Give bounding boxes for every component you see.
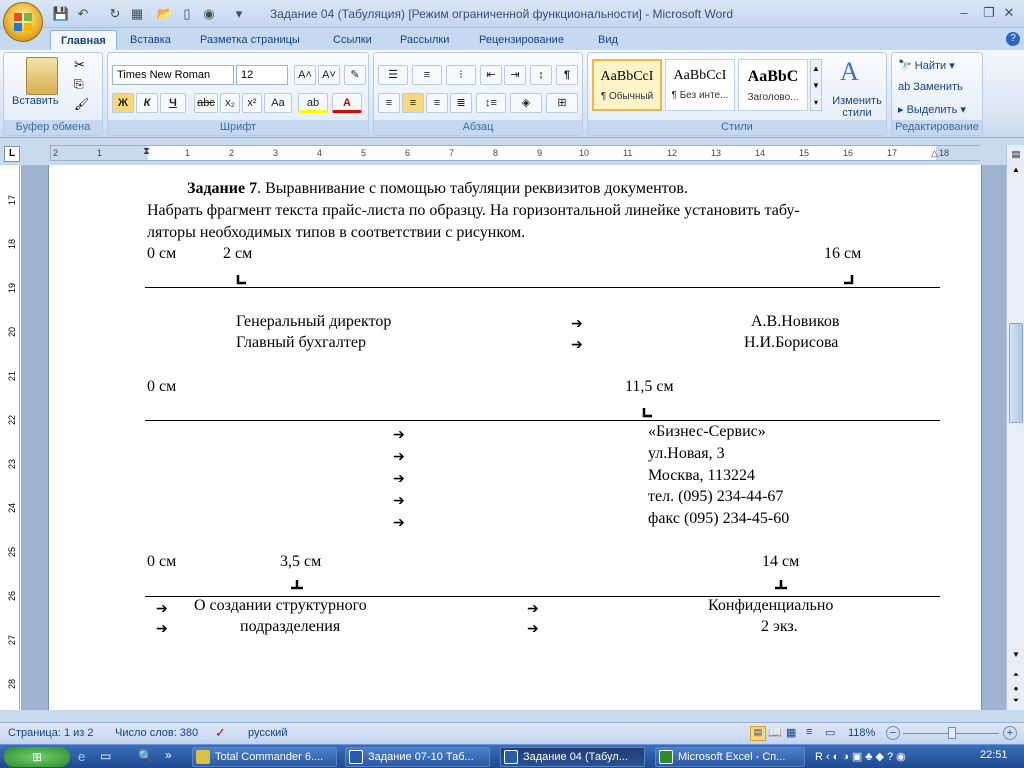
redo-icon[interactable]: ↻ <box>109 6 121 21</box>
vertical-scrollbar[interactable] <box>1006 145 1024 710</box>
browse-object-icon[interactable]: ● <box>1013 684 1019 693</box>
highlight-icon[interactable]: ab <box>298 93 328 113</box>
ex2-line-1: «Бизнес-Сервис» <box>648 423 766 440</box>
ex3-mark-0: 0 см <box>147 553 177 570</box>
scroll-thumb[interactable] <box>1009 323 1023 423</box>
right-indent-marker[interactable]: △ <box>931 148 938 158</box>
format-painter-icon[interactable]: 🖌 <box>74 97 90 111</box>
zoom-thumb[interactable] <box>948 727 956 739</box>
taskbar-item-excel[interactable] <box>655 747 805 767</box>
styles-label: Стили <box>588 120 886 135</box>
style-sample: AaBbCcI <box>673 68 727 83</box>
style-name: Заголово... <box>747 92 799 103</box>
ribbon-tabs <box>0 28 1024 50</box>
ex2-mark-0: 0 см <box>147 378 177 395</box>
grow-font-icon[interactable]: A˄ <box>294 65 316 85</box>
change-case-icon[interactable]: Aa <box>264 93 292 113</box>
taskbar-label: Задание 07-10 Таб... <box>368 751 474 763</box>
undo-icon[interactable]: ↶ <box>77 6 89 21</box>
ex2-line-5: факс (095) 234-45-60 <box>648 510 790 527</box>
style-heading[interactable] <box>738 59 808 111</box>
tab-arrow-icon: ➔ <box>393 448 405 464</box>
font-size-select[interactable]: 12 <box>236 65 288 85</box>
save-icon[interactable]: 💾 <box>52 6 70 21</box>
ex3-row1-center: О создании структурного <box>194 597 367 614</box>
indent-marker[interactable]: ⧗ <box>143 146 151 157</box>
word-icon <box>504 750 518 764</box>
taskbar <box>0 744 1024 768</box>
prev-page-icon[interactable]: ⏶ <box>1012 670 1020 679</box>
draw-table-icon[interactable]: ▦ <box>130 6 144 21</box>
taskbar-label: Microsoft Excel - Сп... <box>678 751 786 763</box>
font-group <box>107 52 369 136</box>
tab-insert[interactable]: Вставка <box>130 34 171 46</box>
multilevel-list-icon[interactable]: ⁝ <box>446 65 476 85</box>
tab-mailings[interactable]: Рассылки <box>400 34 450 46</box>
find-label: Найти <box>914 60 947 72</box>
left-tab-icon <box>236 275 246 285</box>
style-sample: AaBbC <box>747 68 799 85</box>
system-tray-icons[interactable]: R‹◐◑▣♣◆?◉ <box>815 751 909 763</box>
change-styles-icon: A <box>840 57 859 86</box>
task-heading <box>187 180 688 198</box>
task-number: Задание 7 <box>187 180 258 197</box>
select-button[interactable]: ▸ Выделить ▾ <box>898 104 966 116</box>
more-icon[interactable]: » <box>165 748 172 762</box>
ruler-toggle-icon[interactable]: ▤ <box>1011 149 1021 159</box>
print-layout-icon[interactable]: ▤ <box>750 726 766 741</box>
customize-qat-icon[interactable]: ▾ <box>235 6 243 21</box>
right-tab-icon <box>844 275 854 285</box>
ex1-mark-1: 2 см <box>223 245 253 262</box>
spelling-icon[interactable]: ✓ <box>215 725 226 740</box>
tab-arrow-icon: ➔ <box>527 620 539 636</box>
tab-arrow-icon: ➔ <box>156 620 168 636</box>
zoom-out-icon[interactable]: − <box>886 726 900 740</box>
ex1-mark-0: 0 см <box>147 245 177 262</box>
decrease-indent-icon[interactable]: ⇤ <box>480 65 502 85</box>
tab-view[interactable]: Вид <box>598 34 618 46</box>
replace-icon: ab <box>898 81 914 93</box>
office-button[interactable] <box>3 2 43 42</box>
bullets-icon[interactable]: ☰ <box>378 65 408 85</box>
tab-selector[interactable]: L <box>4 146 20 162</box>
tab-arrow-icon: ➔ <box>393 492 405 508</box>
taskbar-item-total-commander[interactable] <box>192 747 337 767</box>
ex1-row2-right: Н.И.Борисова <box>744 334 839 351</box>
tab-references[interactable]: Ссылки <box>333 34 372 46</box>
underline-icon[interactable]: Ч <box>160 93 186 113</box>
find-button[interactable]: 🔭 Найти ▾ <box>898 60 955 72</box>
font-label: Шрифт <box>108 120 368 135</box>
ex2-line-3: Москва, 113224 <box>648 467 755 484</box>
styles-scroll[interactable]: ▲ ▼ ▾ <box>810 59 822 111</box>
bottom-spacer <box>0 710 1024 722</box>
subscript-icon[interactable]: x₂ <box>220 93 240 113</box>
close-icon[interactable]: ✕ <box>1003 5 1015 20</box>
word-icon <box>349 750 363 764</box>
shading-icon[interactable]: ◈ <box>510 93 542 113</box>
numbering-icon[interactable]: ≡ <box>412 65 442 85</box>
replace-label: Заменить <box>913 81 963 93</box>
outline-icon[interactable]: ≡ <box>806 726 813 738</box>
horizontal-ruler[interactable]: ⧗ △ 2 1 1 2 3 4 5 6 7 8 9 10 11 12 13 14 15 16 17 18 <box>50 145 980 161</box>
restore-icon[interactable]: ❐ <box>983 5 995 20</box>
bold-icon[interactable]: Ж <box>112 93 134 113</box>
tab-arrow-icon: ➔ <box>393 426 405 442</box>
reading-layout-icon[interactable]: 📖 <box>768 727 782 739</box>
tab-page-layout[interactable]: Разметка страницы <box>200 34 300 46</box>
instruction-line-2: ляторы необходимых типов в соответствии с рисунком. <box>147 224 526 241</box>
change-styles-button[interactable]: Изменить стили <box>832 95 882 119</box>
instruction-line-1: Набрать фрагмент текста прайс-листа по образцу. На горизонтальной линейке установить табу- <box>147 202 800 219</box>
clear-format-icon[interactable]: ✎ <box>344 65 366 85</box>
strikethrough-icon[interactable]: abc <box>194 93 218 113</box>
clipboard-label: Буфер обмена <box>4 120 102 135</box>
italic-icon[interactable]: К <box>136 93 158 113</box>
vertical-ruler[interactable]: 17 18 19 20 21 22 23 24 25 26 27 28 <box>2 165 20 710</box>
taskbar-label: Total Commander 6.... <box>215 751 324 763</box>
superscript-icon[interactable]: x² <box>242 93 262 113</box>
tab-home[interactable]: Главная <box>50 30 117 50</box>
tab-review[interactable]: Рецензирование <box>479 34 564 46</box>
style-no-spacing[interactable] <box>665 59 735 111</box>
help-icon[interactable]: ? <box>1006 32 1020 46</box>
line-spacing-icon[interactable]: ↕≡ <box>476 93 506 113</box>
justify-icon[interactable]: ≣ <box>450 93 472 113</box>
paragraph-group <box>373 52 583 136</box>
ex1-divider <box>145 287 940 288</box>
language[interactable]: русский <box>248 727 288 739</box>
ex3-row1-right: Конфиденциально <box>708 597 834 614</box>
styles-group <box>587 52 887 136</box>
style-name: ¶ Обычный <box>600 91 654 102</box>
tab-arrow-icon: ➔ <box>571 336 583 352</box>
excel-icon <box>659 750 673 764</box>
open-icon[interactable]: 📂 <box>156 6 174 21</box>
scroll-down-icon[interactable]: ▼ <box>1012 650 1020 659</box>
tab-arrow-icon: ➔ <box>527 600 539 616</box>
show-marks-icon[interactable]: ¶ <box>556 65 578 85</box>
ribbon <box>0 50 1024 138</box>
search-icon[interactable]: 🔍 <box>138 749 153 763</box>
clock[interactable]: 22:51 <box>980 749 1008 761</box>
taskbar-item-word-07[interactable] <box>345 747 490 767</box>
status-bar <box>0 722 1024 744</box>
ex2-line-2: ул.Новая, 3 <box>648 445 725 462</box>
next-page-icon[interactable]: ⏷ <box>1012 696 1020 705</box>
ex1-row1-left: Генеральный директор <box>236 313 392 330</box>
replace-button[interactable] <box>898 81 963 93</box>
scroll-up-icon[interactable]: ▲ <box>1012 165 1020 174</box>
zoom-in-icon[interactable]: + <box>1003 726 1017 740</box>
tab-arrow-icon: ➔ <box>156 600 168 616</box>
ex2-mark-1: 11,5 см <box>625 378 674 395</box>
web-layout-icon[interactable]: ▦ <box>786 727 797 739</box>
shrink-font-icon[interactable]: A˅ <box>318 65 340 85</box>
taskbar-item-word-04[interactable] <box>500 747 645 767</box>
paragraph-label: Абзац <box>374 120 582 135</box>
minimize-icon[interactable]: – <box>960 5 968 20</box>
increase-indent-icon[interactable]: ⇥ <box>504 65 526 85</box>
clipboard-group <box>3 52 103 136</box>
document-page[interactable] <box>48 165 982 710</box>
page-count[interactable]: Страница: 1 из 2 <box>8 727 94 739</box>
editing-group <box>891 52 983 136</box>
new-icon[interactable]: ▯ <box>183 6 191 21</box>
editing-label: Редактирование <box>892 120 982 135</box>
tab-arrow-icon: ➔ <box>393 514 405 530</box>
font-color-icon[interactable]: A <box>332 93 362 113</box>
ex3-mark-1: 3,5 см <box>280 553 322 570</box>
total-commander-icon <box>196 750 210 764</box>
ex3-row2-center: подразделения <box>240 618 341 635</box>
copy-icon[interactable]: ⎘ <box>74 77 84 91</box>
borders-icon[interactable]: ⊞ <box>546 93 578 113</box>
find-icon: 🔭 <box>898 60 915 72</box>
ex3-row2-right: 2 экз. <box>761 618 798 635</box>
tab-arrow-icon: ➔ <box>571 315 583 331</box>
align-right-icon[interactable]: ≡ <box>426 93 448 113</box>
style-normal[interactable] <box>592 59 662 111</box>
select-icon: ▸ <box>898 104 907 116</box>
desktop-icon[interactable]: ▭ <box>100 749 112 763</box>
style-sample: AaBbCcI <box>600 69 654 84</box>
align-left-icon[interactable]: ≡ <box>378 93 400 113</box>
office-logo-icon <box>12 11 34 33</box>
paste-icon[interactable] <box>26 57 58 95</box>
ie-icon[interactable]: e <box>78 749 86 764</box>
ex1-mark-2: 16 см <box>824 245 862 262</box>
cut-icon[interactable]: ✂ <box>74 57 85 72</box>
tab-arrow-icon: ➔ <box>393 470 405 486</box>
task-title: . Выравнивание с помощью табуляции реквизитов документов. <box>257 180 688 197</box>
select-label: Выделить <box>906 104 958 116</box>
title-bar <box>0 0 1024 28</box>
window-title: Задание 04 (Табуляция) [Режим ограниченной функциональности] - Microsoft Word <box>270 7 733 21</box>
word-count[interactable]: Число слов: 380 <box>115 727 199 739</box>
align-center-icon[interactable]: ≡ <box>402 93 424 113</box>
web-icon[interactable]: ◉ <box>203 6 215 21</box>
ex3-mark-2: 14 см <box>762 553 800 570</box>
center-tab-icon <box>291 580 303 590</box>
ex1-row2-left: Главный бухгалтер <box>236 334 366 351</box>
paste-button[interactable]: Вставить <box>12 95 59 107</box>
style-name: ¶ Без инте... <box>671 90 729 101</box>
zoom-level[interactable]: 118% <box>848 727 876 739</box>
ex1-row1-right: А.В.Новиков <box>751 313 840 330</box>
taskbar-label: Задание 04 (Табул... <box>523 751 628 763</box>
start-icon[interactable]: ⊞ <box>4 747 70 767</box>
font-name-select[interactable]: Times New Roman <box>112 65 234 85</box>
ex2-line-4: тел. (095) 234-44-67 <box>648 488 784 505</box>
center-tab-icon <box>775 580 787 590</box>
draft-icon[interactable]: ▭ <box>825 727 836 739</box>
left-tab-icon <box>642 408 652 418</box>
ex2-divider <box>145 420 940 421</box>
sort-icon[interactable]: ↕ <box>530 65 552 85</box>
